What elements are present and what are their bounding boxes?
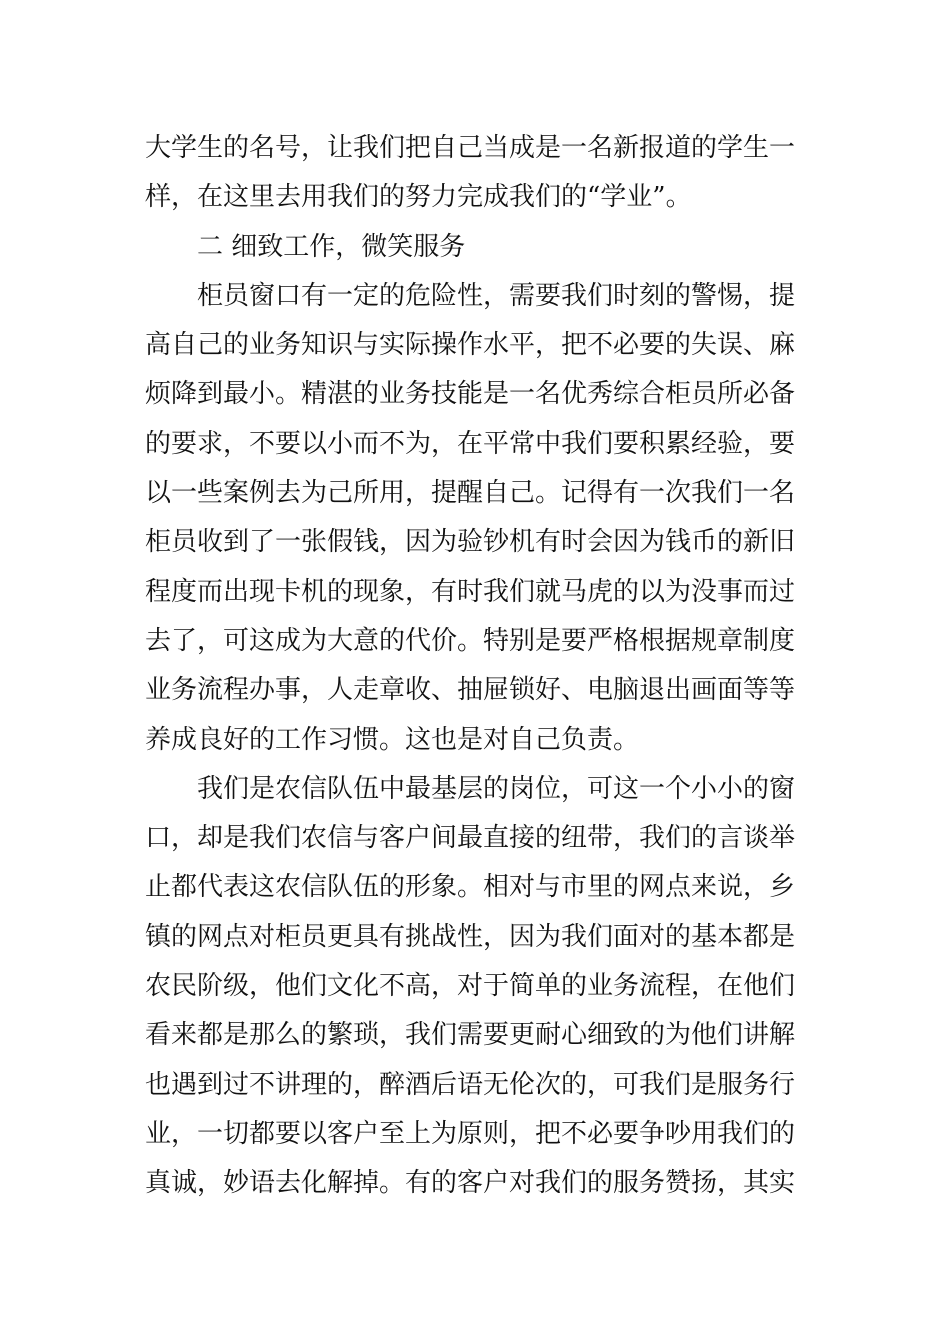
text-line: 柜员窗口有一定的危险性，需要我们时刻的警惕，提	[145, 280, 796, 311]
text-line: 高自己的业务知识与实际操作水平，把不必要的失误、麻	[145, 330, 796, 361]
text-line: 也遇到过不讲理的，醉酒后语无伦次的，可我们是服务行	[145, 1069, 796, 1100]
text-line: 口，却是我们农信与客户间最直接的纽带，我们的言谈举	[145, 823, 796, 854]
text-line: 烦降到最小。精湛的业务技能是一名优秀综合柜员所必备	[145, 379, 796, 410]
text-line: 程度而出现卡机的现象，有时我们就马虎的以为没事而过	[145, 576, 796, 607]
text-line: 养成良好的工作习惯。这也是对自己负责。	[145, 724, 640, 755]
body-text	[145, 124, 810, 1209]
text-line: 样，在这里去用我们的努力完成我们的“学业”。	[145, 182, 692, 213]
text-line: 的要求，不要以小而不为，在平常中我们要积累经验，要	[145, 428, 796, 459]
text-line: 业，一切都要以客户至上为原则，把不必要争吵用我们的	[145, 1118, 796, 1149]
text-line: 大学生的名号，让我们把自己当成是一名新报道的学生一	[145, 133, 796, 163]
text-line: 柜员收到了一张假钱，因为验钞机有时会因为钱币的新旧	[145, 527, 796, 558]
text-line: 镇的网点对柜员更具有挑战性，因为我们面对的基本都是	[145, 921, 796, 952]
text-line: 我们是农信队伍中最基层的岗位，可这一个小小的窗	[145, 773, 796, 804]
text-line: 真诚，妙语去化解掉。有的客户对我们的服务赞扬，其实	[145, 1168, 796, 1199]
text-line: 以一些案例去为己所用，提醒自己。记得有一次我们一名	[145, 478, 796, 509]
text-line: 去了，可这成为大意的代价。特别是要严格根据规章制度	[145, 625, 796, 656]
text-line: 业务流程办事，人走章收、抽屉锁好、电脑退出画面等等	[145, 675, 796, 706]
section-heading: 二 细致工作，微笑服务	[145, 231, 466, 262]
text-line: 看来都是那么的繁琐，我们需要更耐心细致的为他们讲解	[145, 1020, 796, 1051]
text-line: 止都代表这农信队伍的形象。相对与市里的网点来说，乡	[145, 872, 796, 903]
text-line: 农民阶级，他们文化不高，对于简单的业务流程，在他们	[145, 971, 796, 1002]
